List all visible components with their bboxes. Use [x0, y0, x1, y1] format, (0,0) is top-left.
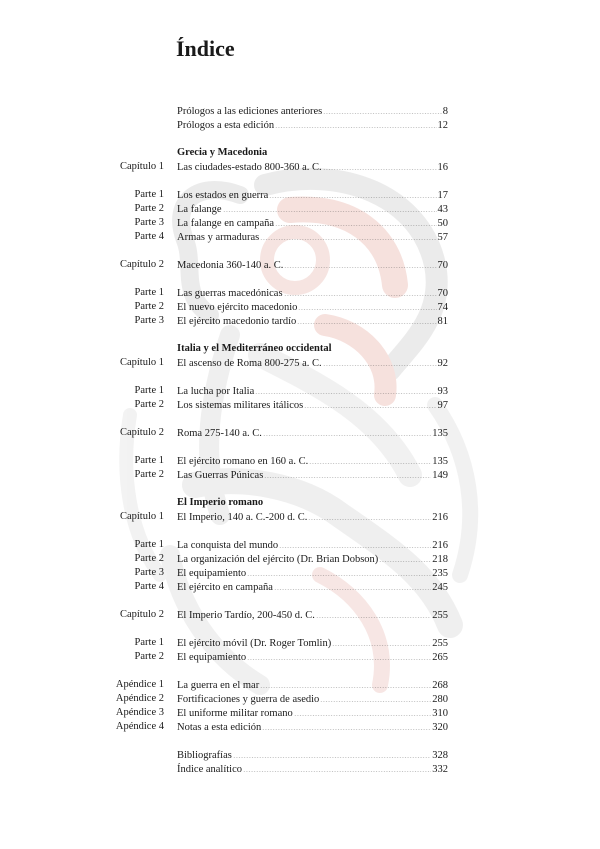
toc-spacer	[0, 664, 600, 678]
toc-page-number: 216	[432, 512, 448, 523]
toc-page-number: 43	[437, 204, 448, 215]
toc-entry-label: Parte 2	[134, 301, 164, 312]
toc-entry-label: Parte 4	[134, 231, 164, 242]
toc-entry-body	[177, 258, 448, 273]
toc-page-number: 245	[432, 582, 448, 593]
toc-page-number: 93	[437, 386, 448, 397]
toc-page-number: 17	[437, 190, 448, 201]
toc-entry-title: El ascenso de Roma 800-275 a. C.	[177, 358, 322, 369]
dot-leader	[320, 692, 431, 702]
toc-heading-text: El Imperio romano	[177, 497, 264, 508]
toc-page-number: 268	[432, 680, 448, 691]
toc-entry	[0, 608, 600, 622]
toc-entry-title: El ejército móvil (Dr. Roger Tomlin)	[177, 638, 332, 649]
dot-leader	[279, 538, 431, 548]
toc-entry-label: Apéndice 3	[115, 707, 164, 718]
toc-entry	[0, 104, 600, 118]
toc-page-number: 97	[437, 400, 448, 411]
toc-entry-label: Apéndice 1	[115, 679, 164, 690]
dot-leader	[233, 748, 431, 758]
toc-page-number: 265	[432, 652, 448, 663]
toc-entry-body	[177, 230, 448, 245]
toc-entry	[0, 258, 600, 272]
toc-entry-label: Parte 1	[134, 455, 164, 466]
toc-entry	[0, 552, 600, 566]
page-title: Índice	[176, 36, 235, 61]
toc-entry-body	[177, 706, 448, 721]
toc-entry-label: Apéndice 2	[115, 693, 164, 704]
toc-entry-title: La falange	[177, 204, 222, 215]
toc-entry-title: El ejército macedonio tardío	[177, 316, 297, 327]
toc-entry-title: La guerra en el mar	[177, 680, 260, 691]
dot-leader	[263, 426, 431, 436]
toc-page-number: 12	[437, 120, 448, 131]
toc-page-number: 328	[432, 750, 448, 761]
toc-page-number: 57	[437, 232, 448, 243]
toc-entry-title: Bibliografías	[177, 750, 232, 761]
dot-leader	[304, 398, 436, 408]
toc-entry	[0, 650, 600, 664]
dot-leader	[243, 762, 431, 772]
dot-leader	[308, 510, 431, 520]
toc-entry-label: Parte 3	[134, 567, 164, 578]
dot-leader	[316, 608, 431, 618]
toc-entry-label: Parte 1	[134, 637, 164, 648]
toc-entry-title: La falange en campaña	[177, 218, 275, 229]
toc-entry-body	[177, 146, 448, 160]
toc-entry-label: Capítulo 1	[119, 161, 164, 172]
toc-entry-body	[177, 496, 448, 510]
dot-leader	[247, 566, 431, 576]
dot-leader	[269, 188, 436, 198]
toc-entry-title: El equipamiento	[177, 568, 247, 579]
toc-entry-body	[177, 300, 448, 315]
toc-entry-title: Armas y armaduras	[177, 232, 260, 243]
toc-entry-title: Las Guerras Púnicas	[177, 470, 264, 481]
toc-entry-body	[177, 720, 448, 735]
dot-leader	[260, 230, 436, 240]
toc-entry	[0, 216, 600, 230]
toc-entry-title: Índice analítico	[177, 764, 243, 775]
toc-entry-label: Capítulo 1	[119, 357, 164, 368]
toc-entry-body	[177, 160, 448, 175]
toc-spacer	[0, 370, 600, 384]
dot-leader	[298, 300, 436, 310]
dot-leader	[264, 468, 431, 478]
toc-entry-body	[177, 566, 448, 581]
dot-leader	[274, 580, 431, 590]
toc-entry-label: Parte 1	[134, 287, 164, 298]
toc-entry-body	[177, 314, 448, 329]
toc-entry-title: Notas a esta edición	[177, 722, 262, 733]
toc-entry	[0, 300, 600, 314]
toc-entry	[0, 510, 600, 524]
toc-page-number: 280	[432, 694, 448, 705]
toc-entry	[0, 384, 600, 398]
toc-entry-label: Parte 3	[134, 315, 164, 326]
toc-page-number: 70	[437, 260, 448, 271]
toc-spacer	[0, 622, 600, 636]
toc-entry-body	[177, 426, 448, 441]
toc-entry	[0, 538, 600, 552]
toc-page-number: 218	[432, 554, 448, 565]
dot-leader	[332, 636, 431, 646]
toc-page-number: 74	[437, 302, 448, 313]
toc-entry	[0, 286, 600, 300]
toc-entry	[0, 398, 600, 412]
toc-entry-title: Fortificaciones y guerra de asedio	[177, 694, 320, 705]
dot-leader	[247, 650, 431, 660]
toc-entry-body	[177, 104, 448, 119]
toc-entry-title: El ejército en campaña	[177, 582, 273, 593]
toc-page-number: 81	[437, 316, 448, 327]
toc-page-number: 135	[432, 456, 448, 467]
dot-leader	[260, 678, 431, 688]
toc-entry	[0, 356, 600, 370]
toc-entry	[0, 118, 600, 132]
toc-entry-body	[177, 384, 448, 399]
toc-page-number: 332	[432, 764, 448, 775]
toc-entry-body	[177, 202, 448, 217]
toc-page-number: 255	[432, 610, 448, 621]
toc-entry-body	[177, 748, 448, 763]
toc-entry-title: Los sistemas militares itálicos	[177, 400, 304, 411]
toc-entry-title: La conquista del mundo	[177, 540, 279, 551]
toc-entry	[0, 160, 600, 174]
toc-entry-label: Capítulo 2	[119, 259, 164, 270]
toc-entry-body	[177, 118, 448, 133]
toc-entry-body	[177, 286, 448, 301]
toc-entry-label: Capítulo 2	[119, 427, 164, 438]
dot-leader	[309, 454, 431, 464]
toc-entry-label: Parte 1	[134, 385, 164, 396]
toc-heading-text: Italia y el Mediterráneo occidental	[177, 343, 332, 354]
toc-entry-title: El Imperio, 140 a. C.-200 d. C.	[177, 512, 308, 523]
toc-page-number: 8	[442, 106, 448, 117]
toc-page-number: 216	[432, 540, 448, 551]
toc-entry-title: El ejército romano en 160 a. C.	[177, 456, 309, 467]
toc-section-heading	[0, 342, 600, 356]
toc-entry-title: La lucha por Italia	[177, 386, 255, 397]
toc-entry-title: El uniforme militar romano	[177, 708, 293, 719]
toc-spacer	[0, 734, 600, 748]
toc-entry	[0, 230, 600, 244]
dot-leader	[284, 286, 437, 296]
toc-entry-label: Parte 1	[134, 539, 164, 550]
toc-entry-title: Prólogos a esta edición	[177, 120, 275, 131]
toc-entry-body	[177, 510, 448, 525]
toc-entry-body	[177, 762, 448, 777]
dot-leader	[262, 720, 431, 730]
toc-entry-body	[177, 538, 448, 553]
toc-entry-title: Las ciudades-estado 800-360 a. C.	[177, 162, 322, 173]
toc-spacer	[0, 524, 600, 538]
toc-entry-label: Parte 3	[134, 217, 164, 228]
toc-entry-body	[177, 454, 448, 469]
toc-entry-label: Parte 4	[134, 581, 164, 592]
toc-entry	[0, 188, 600, 202]
toc-entry-title: El nuevo ejército macedonio	[177, 302, 298, 313]
toc-spacer	[0, 412, 600, 426]
toc-page-number: 255	[432, 638, 448, 649]
toc-entry	[0, 202, 600, 216]
dot-leader	[323, 356, 437, 366]
toc-entry-label: Parte 1	[134, 189, 164, 200]
toc-entry-body	[177, 692, 448, 707]
toc-entry	[0, 566, 600, 580]
dot-leader	[223, 202, 437, 212]
toc-entry	[0, 636, 600, 650]
toc-page-number: 320	[432, 722, 448, 733]
toc-entry	[0, 706, 600, 720]
toc-entry	[0, 748, 600, 762]
toc-entry-title: La organización del ejército (Dr. Brian Dobson)	[177, 554, 379, 565]
toc-entry-label: Capítulo 1	[119, 511, 164, 522]
toc-entry	[0, 720, 600, 734]
toc-entry-body	[177, 678, 448, 693]
toc-entry	[0, 468, 600, 482]
table-of-contents	[0, 104, 600, 776]
toc-entry-label: Parte 2	[134, 203, 164, 214]
toc-entry-title: El Imperio Tardío, 200-450 d. C.	[177, 610, 315, 621]
toc-spacer	[0, 272, 600, 286]
dot-leader	[255, 384, 436, 394]
toc-page-number: 50	[437, 218, 448, 229]
toc-entry-body	[177, 636, 448, 651]
toc-entry	[0, 692, 600, 706]
toc-section-heading	[0, 146, 600, 160]
toc-entry-body	[177, 188, 448, 203]
dot-leader	[284, 258, 436, 268]
toc-entry-body	[177, 342, 448, 356]
toc-entry-body	[177, 356, 448, 371]
toc-entry-body	[177, 398, 448, 413]
toc-page-number: 235	[432, 568, 448, 579]
toc-entry-body	[177, 608, 448, 623]
toc-entry-label: Parte 2	[134, 651, 164, 662]
toc-spacer	[0, 132, 600, 146]
dot-leader	[323, 160, 437, 170]
toc-entry-title: Roma 275-140 a. C.	[177, 428, 262, 439]
toc-page-number: 135	[432, 428, 448, 439]
dot-leader	[294, 706, 431, 716]
toc-entry-title: Las guerras macedónicas	[177, 288, 283, 299]
toc-entry	[0, 314, 600, 328]
dot-leader	[275, 216, 436, 226]
toc-entry-title: El equipamiento	[177, 652, 247, 663]
toc-entry	[0, 426, 600, 440]
toc-section-heading	[0, 496, 600, 510]
toc-entry-title: Macedonia 360-140 a. C.	[177, 260, 284, 271]
toc-entry-body	[177, 468, 448, 483]
toc-entry	[0, 454, 600, 468]
toc-entry-title: Los estados en guerra	[177, 190, 269, 201]
toc-page-number: 149	[432, 470, 448, 481]
toc-entry-label: Parte 2	[134, 553, 164, 564]
toc-entry	[0, 580, 600, 594]
dot-leader	[323, 104, 442, 114]
toc-page-number: 16	[437, 162, 448, 173]
toc-spacer	[0, 244, 600, 258]
toc-spacer	[0, 174, 600, 188]
dot-leader	[297, 314, 436, 324]
toc-entry-body	[177, 552, 448, 567]
toc-entry-label: Parte 2	[134, 469, 164, 480]
toc-entry	[0, 762, 600, 776]
toc-heading-text: Grecia y Macedonia	[177, 147, 268, 158]
toc-entry-title: Prólogos a las ediciones anteriores	[177, 106, 323, 117]
dot-leader	[379, 552, 431, 562]
toc-spacer	[0, 594, 600, 608]
toc-entry-body	[177, 650, 448, 665]
toc-entry-body	[177, 216, 448, 231]
toc-entry	[0, 678, 600, 692]
toc-entry-label: Parte 2	[134, 399, 164, 410]
toc-spacer	[0, 482, 600, 496]
toc-page-number: 70	[437, 288, 448, 299]
toc-entry-body	[177, 580, 448, 595]
toc-page-number: 92	[437, 358, 448, 369]
toc-spacer	[0, 440, 600, 454]
dot-leader	[275, 118, 436, 128]
toc-entry-label: Apéndice 4	[115, 721, 164, 732]
toc-page-number: 310	[432, 708, 448, 719]
toc-entry-label: Capítulo 2	[119, 609, 164, 620]
toc-spacer	[0, 328, 600, 342]
